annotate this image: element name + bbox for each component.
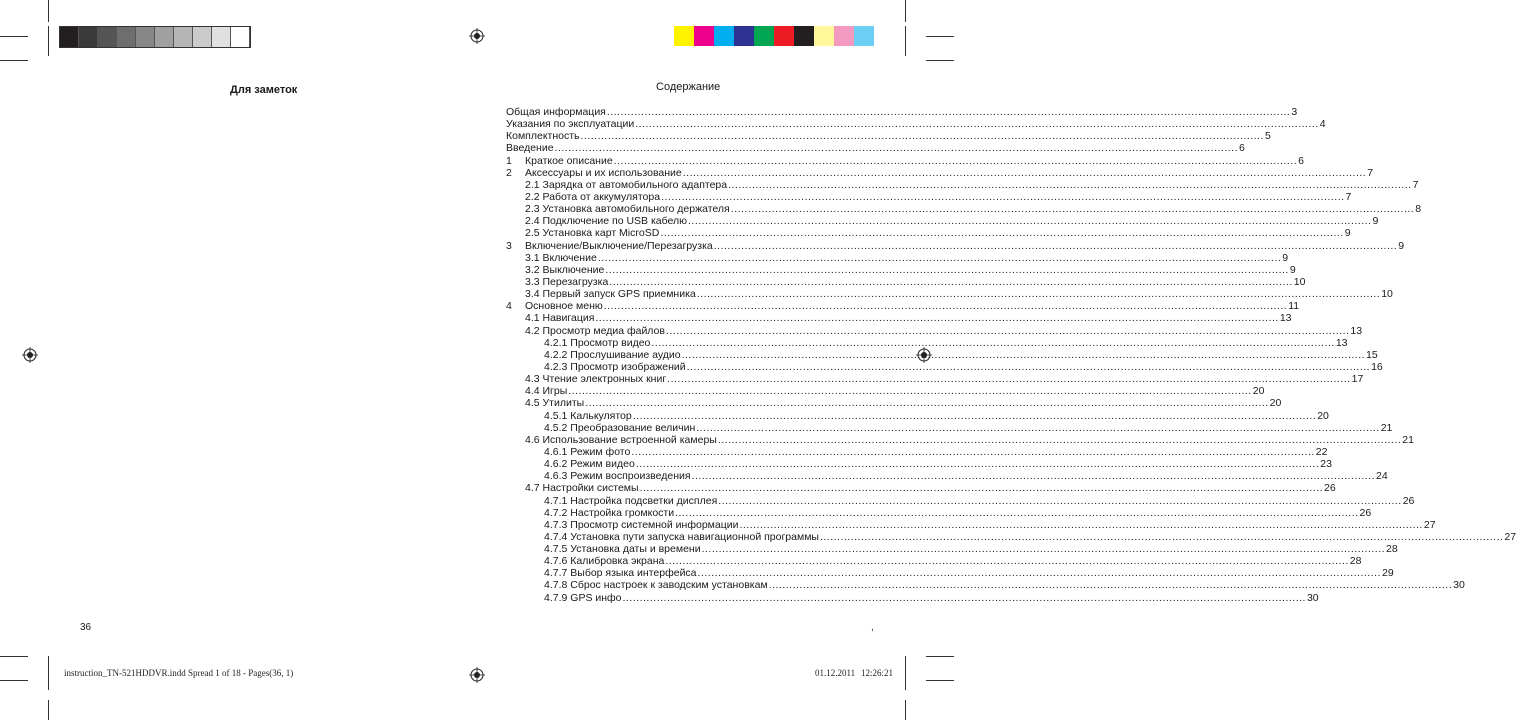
table-of-contents — [506, 106, 1516, 604]
toc-entry-label: 2.3 Установка автомобильного держателя — [525, 203, 730, 216]
color-swatch — [155, 27, 174, 47]
crop-mark — [905, 0, 906, 22]
toc-entry-page: 9 — [1344, 227, 1351, 240]
registration-mark-icon — [22, 347, 38, 363]
toc-leader-dots: ........................................................................................................................................................................................................ — [691, 470, 1375, 483]
toc-entry-page: 9 — [1289, 263, 1296, 276]
toc-entry-page: 16 — [1371, 360, 1383, 373]
toc-entry — [506, 203, 1422, 216]
toc-entry — [506, 178, 1419, 191]
toc-entry-page: 10 — [1381, 288, 1393, 301]
toc-entry — [506, 470, 1388, 483]
color-swatch — [734, 26, 754, 46]
toc-entry-page: 21 — [1402, 433, 1414, 446]
toc-leader-dots: ........................................................................................................................................................................................................ — [717, 433, 1402, 446]
toc-leader-dots: ........................................................................................................................................................................................................ — [681, 348, 1366, 361]
toc-entry — [506, 506, 1372, 519]
toc-entry-label: 4.5 Утилиты — [525, 397, 585, 410]
toc-leader-dots: ........................................................................................................................................................................................................ — [595, 312, 1279, 325]
toc-entry — [506, 288, 1393, 301]
notes-heading: Для заметок — [230, 84, 298, 96]
toc-entry-label: 3.3 Перезагрузка — [525, 275, 609, 288]
toc-entry-label: 4.7.3 Просмотр системной информации — [544, 518, 739, 531]
toc-entry-label: 3.4 Первый запуск GPS приемника — [525, 288, 696, 301]
toc-entry-label: 4.7.7 Выбор языка интерфейса — [544, 567, 697, 580]
toc-entry — [506, 530, 1516, 543]
toc-leader-dots: ........................................................................................................................................................................................................ — [696, 421, 1380, 434]
slug-date: 01.12.2011 — [815, 668, 856, 678]
toc-entry-page: 13 — [1350, 324, 1363, 337]
toc-entry-page: 3 — [1291, 106, 1298, 118]
toc-entry-label: 4.7.5 Установка даты и времени — [544, 543, 701, 556]
color-swatch — [794, 26, 814, 46]
toc-entry-number: 4 — [506, 300, 512, 313]
toc-entry-label: 4.2 Просмотр медиа файлов — [525, 324, 665, 337]
color-swatch — [694, 26, 714, 46]
toc-entry — [506, 397, 1282, 410]
toc-leader-dots: ........................................................................................................................................................................................................ — [667, 373, 1351, 386]
toc-entry-number: 3 — [506, 239, 512, 252]
toc-entry-page: 10 — [1293, 275, 1306, 288]
toc-entry — [506, 591, 1319, 604]
color-swatch — [854, 26, 874, 46]
toc-leader-dots: ........................................................................................................................................................................................................ — [682, 166, 1367, 179]
toc-entry-label: 4.7.8 Сброс настроек к заводским установкам — [544, 579, 768, 592]
stray-mark: , — [871, 622, 874, 633]
toc-leader-dots: ........................................................................................................................................................................................................ — [665, 324, 1350, 337]
toc-entry-label: 4.1 Навигация — [525, 312, 595, 325]
toc-leader-dots: ........................................................................................................................................................................................................ — [603, 300, 1288, 313]
toc-entry-label: 4.5.1 Калькулятор — [544, 409, 632, 422]
toc-entry-label: 4.5.2 Преобразование величин — [544, 421, 696, 434]
toc-leader-dots: ........................................................................................................................................................................................................ — [728, 178, 1412, 191]
toc-leader-dots: ........................................................................................................................................................................................................ — [580, 130, 1264, 143]
toc-entry-label: Основное меню — [525, 300, 603, 313]
toc-entry — [506, 336, 1348, 349]
toc-entry-page: 7 — [1367, 166, 1374, 179]
toc-entry-page: 4 — [1319, 118, 1326, 131]
toc-entry — [506, 445, 1328, 458]
cmyk-color-bar — [674, 26, 894, 46]
crop-mark — [905, 26, 906, 56]
toc-entry-label: 2.2 Работа от аккумулятора — [525, 190, 661, 203]
toc-entry-page: 11 — [1288, 300, 1300, 313]
toc-heading: Содержание — [656, 81, 721, 93]
toc-leader-dots: ........................................................................................................................................................................................................ — [585, 397, 1269, 410]
toc-entry-label: 2.5 Установка карт MicroSD — [525, 227, 660, 240]
toc-entry-label: 4.6.1 Режим фото — [544, 445, 631, 458]
color-swatch — [117, 27, 136, 47]
crop-mark — [0, 656, 28, 657]
toc-leader-dots: ........................................................................................................................................................................................................ — [613, 154, 1298, 167]
toc-entry — [506, 239, 1405, 252]
grayscale-color-bar — [59, 26, 251, 48]
color-swatch — [98, 27, 117, 47]
registration-mark-icon — [469, 667, 485, 683]
toc-entry-label: 4.3 Чтение электронных книг — [525, 373, 667, 386]
toc-leader-dots: ........................................................................................................................................................................................................ — [665, 555, 1349, 568]
toc-entry-page: 20 — [1269, 397, 1282, 410]
toc-entry-label: Аксессуары и их использование — [525, 166, 682, 179]
color-swatch — [193, 27, 212, 47]
toc-entry — [506, 251, 1289, 264]
slug-time: 12:26:21 — [861, 668, 894, 678]
toc-entry-page: 28 — [1386, 543, 1398, 556]
toc-entry — [506, 154, 1304, 167]
toc-entry-page: 9 — [1282, 251, 1289, 264]
toc-entry — [506, 385, 1265, 398]
toc-leader-dots: ........................................................................................................................................................................................................ — [606, 106, 1291, 118]
color-swatch — [674, 26, 694, 46]
color-swatch — [714, 26, 734, 46]
toc-entry-page: 26 — [1402, 494, 1415, 507]
toc-leader-dots: ........................................................................................................................................................................................................ — [554, 142, 1238, 155]
toc-entry-label: 3.2 Выключение — [525, 263, 605, 276]
toc-entry-page: 27 — [1423, 518, 1436, 531]
toc-entry-page: 6 — [1298, 154, 1304, 167]
crop-mark — [905, 656, 906, 690]
toc-leader-dots: ........................................................................................................................................................................................................ — [701, 543, 1386, 556]
toc-entry-label: 4.2.2 Прослушивание аудио — [544, 348, 681, 361]
toc-leader-dots: ........................................................................................................................................................................................................ — [675, 506, 1359, 519]
toc-entry — [506, 543, 1398, 556]
toc-entry-page: 7 — [1345, 190, 1352, 203]
toc-entry — [506, 421, 1393, 434]
toc-entry-page: 6 — [1239, 142, 1245, 155]
toc-leader-dots: ........................................................................................................................................................................................................ — [631, 445, 1315, 458]
toc-entry-label: 4.6.3 Режим воспроизведения — [544, 470, 691, 483]
toc-entry — [506, 555, 1362, 568]
crop-mark — [926, 680, 954, 681]
color-swatch — [834, 26, 854, 46]
crop-mark — [926, 36, 954, 37]
toc-entry-label: 3.1 Включение — [525, 251, 597, 264]
toc-entry-label: 4.7.1 Настройка подсветки дисплея — [544, 494, 718, 507]
crop-mark — [48, 0, 49, 22]
toc-leader-dots: ........................................................................................................................................................................................................ — [635, 118, 1319, 131]
toc-leader-dots: ........................................................................................................................................................................................................ — [661, 190, 1345, 203]
toc-entry-page: 30 — [1453, 579, 1465, 592]
toc-entry — [506, 312, 1292, 325]
toc-entry-label: 4.4 Игры — [525, 385, 568, 398]
toc-entry — [506, 567, 1394, 580]
toc-entry — [506, 166, 1374, 179]
toc-entry-page: 24 — [1376, 470, 1388, 483]
slug-file-info: instruction_TN-521HDDVR.indd Spread 1 of 18 - Pages(36, 1) — [64, 668, 294, 678]
toc-entry — [506, 409, 1329, 422]
color-swatch — [212, 27, 231, 47]
toc-leader-dots: ........................................................................................................................................................................................................ — [568, 385, 1252, 398]
toc-leader-dots: ........................................................................................................................................................................................................ — [639, 482, 1324, 495]
toc-entry-label: Общая информация — [506, 106, 606, 118]
toc-entry-label: 4.7.6 Калибровка экрана — [544, 555, 665, 568]
toc-entry-label: 2.4 Подключение по USB кабелю — [525, 215, 688, 228]
toc-leader-dots: ........................................................................................................................................................................................................ — [819, 530, 1504, 543]
toc-leader-dots: ........................................................................................................................................................................................................ — [622, 591, 1306, 604]
crop-mark — [905, 700, 906, 720]
crop-mark — [926, 656, 954, 657]
toc-entry-page: 8 — [1415, 203, 1422, 216]
toc-entry-page: 22 — [1315, 445, 1328, 458]
toc-leader-dots: ........................................................................................................................................................................................................ — [730, 203, 1415, 216]
toc-entry — [506, 360, 1383, 373]
toc-leader-dots: ........................................................................................................................................................................................................ — [605, 263, 1289, 276]
toc-entry-page: 27 — [1504, 530, 1516, 543]
toc-entry-page: 30 — [1306, 591, 1319, 604]
toc-leader-dots: ........................................................................................................................................................................................................ — [686, 360, 1371, 373]
toc-entry — [506, 142, 1245, 155]
toc-entry — [506, 300, 1300, 313]
toc-entry-label: Комплектность — [506, 130, 580, 143]
toc-entry — [506, 579, 1465, 592]
toc-entry — [506, 227, 1351, 240]
toc-entry-label: 4.7 Настройки системы — [525, 482, 639, 495]
toc-entry-label: 4.2.1 Просмотр видео — [544, 336, 651, 349]
toc-entry-page: 5 — [1264, 130, 1271, 143]
toc-entry-label: 4.6 Использование встроенной камеры — [525, 433, 717, 446]
toc-leader-dots: ........................................................................................................................................................................................................ — [768, 579, 1453, 592]
color-swatch — [60, 27, 79, 47]
toc-leader-dots: ........................................................................................................................................................................................................ — [739, 518, 1423, 531]
toc-entry-label: 2.1 Зарядка от автомобильного адаптера — [525, 178, 728, 191]
toc-leader-dots: ........................................................................................................................................................................................................ — [597, 251, 1282, 264]
toc-leader-dots: ........................................................................................................................................................................................................ — [660, 227, 1344, 240]
toc-entry — [506, 458, 1332, 471]
toc-entry-label: Введение — [506, 142, 554, 155]
registration-mark-icon — [469, 28, 485, 44]
toc-entry — [506, 275, 1306, 288]
toc-entry — [506, 324, 1363, 337]
crop-mark — [926, 60, 954, 61]
crop-mark — [0, 680, 28, 681]
toc-leader-dots: ........................................................................................................................................................................................................ — [609, 275, 1293, 288]
toc-entry — [506, 433, 1414, 446]
toc-entry-page: 20 — [1317, 409, 1329, 422]
toc-entry-page: 13 — [1335, 336, 1348, 349]
toc-entry-number: 1 — [506, 154, 512, 167]
toc-entry-page: 15 — [1366, 348, 1378, 361]
toc-entry — [506, 106, 1298, 118]
toc-entry-page: 13 — [1279, 312, 1292, 325]
toc-entry-page: 26 — [1324, 482, 1336, 495]
toc-entry-page: 7 — [1412, 178, 1419, 191]
toc-leader-dots: ........................................................................................................................................................................................................ — [697, 567, 1381, 580]
toc-entry-page: 23 — [1320, 458, 1332, 471]
crop-mark — [0, 60, 28, 61]
toc-entry — [506, 215, 1379, 228]
color-swatch — [174, 27, 193, 47]
color-swatch — [814, 26, 834, 46]
crop-mark — [48, 700, 49, 720]
toc-entry-label: 4.7.4 Установка пути запуска навигационной программы — [544, 530, 819, 543]
toc-entry-label: Включение/Выключение/Перезагрузка — [525, 239, 713, 252]
color-swatch — [754, 26, 774, 46]
toc-entry-page: 28 — [1349, 555, 1362, 568]
toc-entry — [506, 263, 1296, 276]
crop-mark — [0, 36, 28, 37]
color-swatch — [136, 27, 155, 47]
color-swatch — [774, 26, 794, 46]
toc-entry — [506, 348, 1378, 361]
toc-entry — [506, 494, 1415, 507]
toc-entry-page: 17 — [1351, 373, 1364, 386]
toc-leader-dots: ........................................................................................................................................................................................................ — [688, 215, 1372, 228]
toc-entry-label: 4.7.2 Настройка громкости — [544, 506, 675, 519]
color-swatch — [231, 27, 250, 47]
toc-entry-page: 26 — [1359, 506, 1372, 519]
toc-leader-dots: ........................................................................................................................................................................................................ — [713, 239, 1398, 252]
toc-entry-page: 20 — [1252, 385, 1265, 398]
toc-entry — [506, 518, 1436, 531]
crop-mark — [48, 26, 49, 56]
toc-entry-label: 4.2.3 Просмотр изображений — [544, 360, 686, 373]
toc-entry-page: 21 — [1380, 421, 1393, 434]
toc-leader-dots: ........................................................................................................................................................................................................ — [651, 336, 1335, 349]
toc-entry — [506, 130, 1271, 143]
toc-entry-page: 9 — [1372, 215, 1379, 228]
toc-entry — [506, 190, 1352, 203]
toc-leader-dots: ........................................................................................................................................................................................................ — [718, 494, 1402, 507]
toc-entry — [506, 373, 1364, 386]
color-swatch — [874, 26, 894, 46]
toc-entry-page: 9 — [1398, 239, 1405, 252]
toc-entry — [506, 482, 1336, 495]
toc-entry-number: 2 — [506, 166, 512, 179]
toc-entry-label: Указания по эксплуатации — [506, 118, 635, 131]
toc-entry-label: Краткое описание — [525, 154, 613, 167]
crop-mark — [48, 656, 49, 690]
page-number: 36 — [80, 622, 92, 633]
toc-entry-label: 4.7.9 GPS инфо — [544, 591, 622, 604]
toc-entry-page: 29 — [1381, 567, 1394, 580]
toc-entry-label: 4.6.2 Режим видео — [544, 458, 635, 471]
color-swatch — [79, 27, 98, 47]
toc-entry — [506, 118, 1326, 131]
toc-leader-dots: ........................................................................................................................................................................................................ — [696, 288, 1381, 301]
toc-leader-dots: ........................................................................................................................................................................................................ — [635, 458, 1320, 471]
toc-leader-dots: ........................................................................................................................................................................................................ — [632, 409, 1317, 422]
